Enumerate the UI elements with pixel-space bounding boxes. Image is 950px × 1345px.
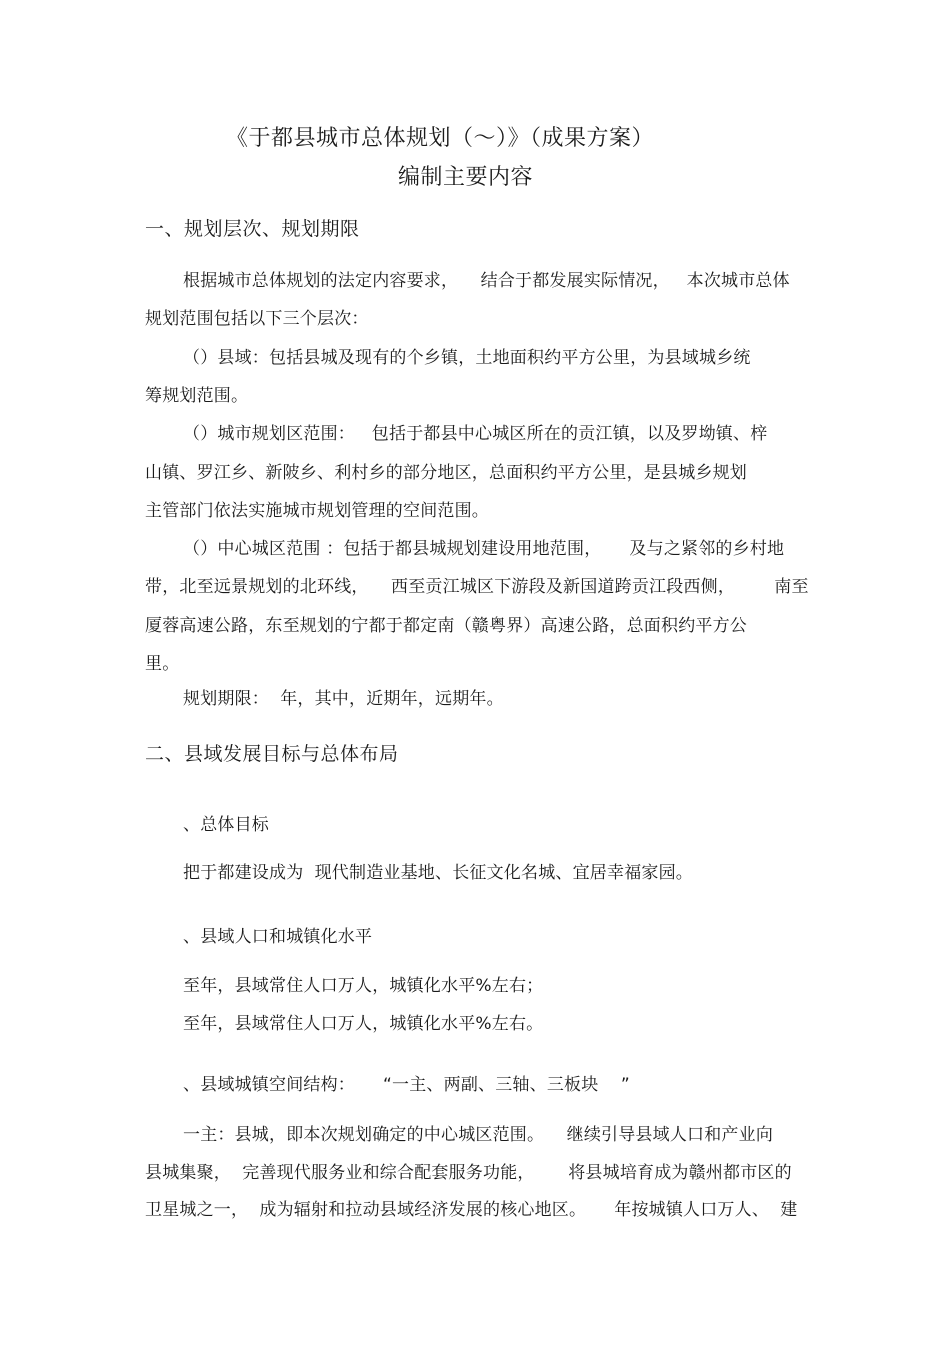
list-item-line: 山镇、罗江乡、新陂乡、利村乡的部分地区，总面积约平方公里，是县城乡规划 bbox=[145, 463, 747, 483]
paragraph-line: 县城集聚， 完善现代服务业和综合配套服务功能， 将县城培育成为赣州都市区的 bbox=[145, 1163, 792, 1183]
paragraph-line: 根据城市总体规划的法定内容要求， 结合于都发展实际情况， 本次城市总体 bbox=[183, 271, 790, 291]
paragraph-line: 规划范围包括以下三个层次： bbox=[145, 309, 369, 329]
list-item-line: （）中心城区范围 ：包括于都县城规划建设用地范围， 及与之紧邻的乡村地 bbox=[183, 539, 785, 559]
section-heading-2: 二、县域发展目标与总体布局 bbox=[145, 743, 399, 765]
list-item-line: 里。 bbox=[145, 654, 180, 674]
list-item-line: （）城市规划区范围： 包括于都县中心城区所在的贡江镇，以及罗坳镇、梓 bbox=[183, 424, 768, 444]
document-subtitle: 编制主要内容 bbox=[398, 165, 534, 190]
subsection-heading: 、总体目标 bbox=[183, 815, 269, 835]
subsection-heading: 、县域人口和城镇化水平 bbox=[183, 927, 373, 947]
document-title: 《于都县城市总体规划（～）》（成果方案） bbox=[226, 126, 655, 151]
section-heading-1: 一、规划层次、规划期限 bbox=[145, 218, 360, 240]
population-line: 至年，县域常住人口万人，城镇化水平%左右。 bbox=[183, 1014, 544, 1034]
list-item-line: 主管部门依法实施城市规划管理的空间范围。 bbox=[145, 501, 489, 521]
list-item-line: （）县域：包括县城及现有的个乡镇，土地面积约平方公里，为县域城乡统 bbox=[183, 348, 751, 368]
list-item-line: 厦蓉高速公路，东至规划的宁都于都定南（赣粤界）高速公路，总面积约平方公 bbox=[145, 616, 747, 636]
list-item-line: 带，北至远景规划的北环线， 西至贡江城区下游段及新国道跨贡江段西侧， 南至 bbox=[145, 577, 809, 597]
list-item-line: 筹规划范围。 bbox=[145, 386, 249, 406]
planning-period: 规划期限： 年，其中，近期年，远期年。 bbox=[183, 689, 504, 709]
subsection-heading: 、县域城镇空间结构： “一主、两副、三轴、三板块 ” bbox=[183, 1075, 630, 1095]
population-line: 至年，县域常住人口万人，城镇化水平%左右； bbox=[183, 976, 544, 996]
paragraph-line: 卫星城之一， 成为辐射和拉动县域经济发展的核心地区。 年按城镇人口万人、 建 bbox=[145, 1200, 798, 1220]
paragraph-line: 一主：县城，即本次规划确定的中心城区范围。 继续引导县域人口和产业向 bbox=[183, 1125, 774, 1145]
goal-text: 把于都建设成为 现代制造业基地、长征文化名城、宜居幸福家园。 bbox=[183, 863, 694, 883]
